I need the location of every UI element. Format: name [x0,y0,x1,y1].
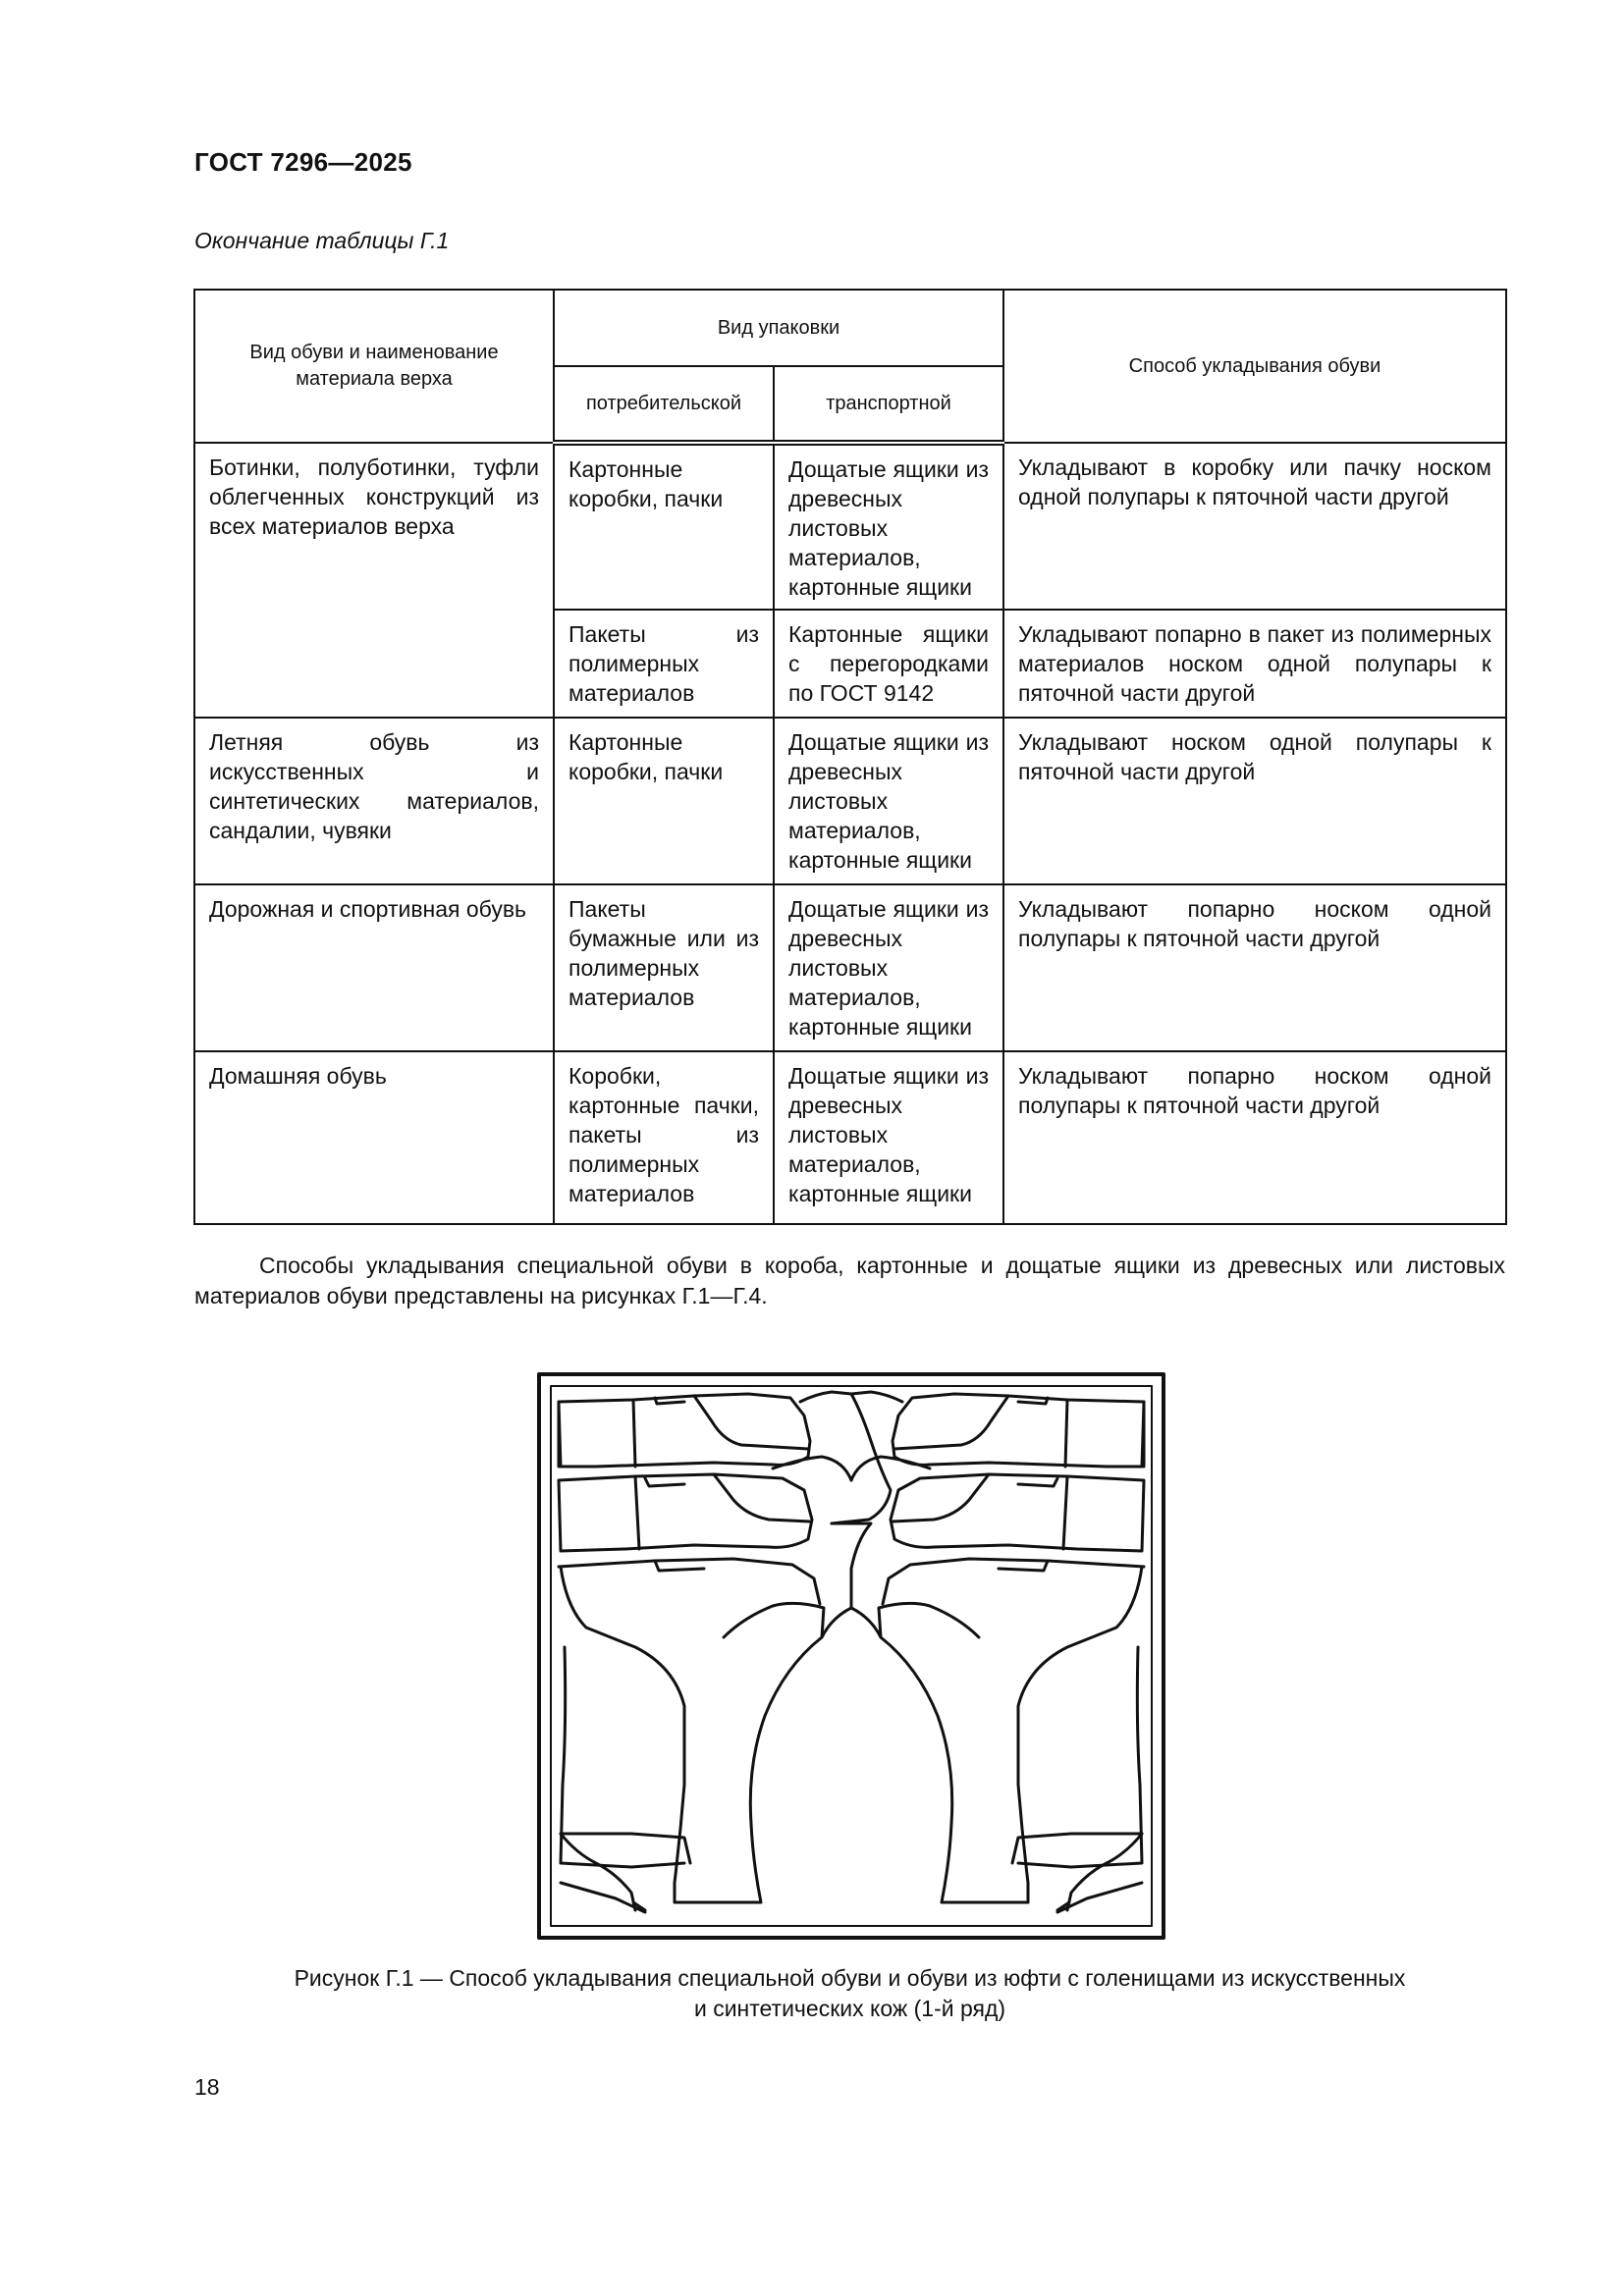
cell-packing-method: Укладывают попарно носком одной полупары к пяточной части другой [1003,1051,1506,1224]
cell-consumer-packaging: Картонные коробки, пачки [554,443,774,610]
cell-transport-packaging: Дощатые ящики из древесных листовых материалов, картонные ящики [774,718,1003,884]
cell-packing-method: Укладывают в коробку или пачку носком одной полупары к пяточной части другой [1003,443,1506,610]
cell-packing-method: Укладывают носком одной полупары к пяточной части другой [1003,718,1506,884]
page-number: 18 [194,2074,220,2100]
document-header: ГОСТ 7296—2025 [194,147,412,177]
table-caption: Окончание таблицы Г.1 [194,228,450,253]
cell-transport-packaging: Дощатые ящики из древесных листовых материалов, картонные ящики [774,1051,1003,1224]
table-row [194,1051,1506,1224]
header-consumer: потребительской [554,366,774,443]
cell-footwear-type: Дорожная и спортивная обувь [194,884,554,1051]
cell-footwear-type: Домашняя обувь [194,1051,554,1224]
header-packing-method: Способ укладывания обуви [1003,290,1506,443]
cell-consumer-packaging: Картонные коробки, пачки [554,718,774,884]
table-row [194,718,1506,884]
table-row [194,884,1506,1051]
cell-transport-packaging: Дощатые ящики из древесных листовых материалов, картонные ящики [774,443,1003,610]
cell-footwear-type: Ботинки, полуботинки, туфли облегченных конструкций из всех материалов верха [194,443,554,718]
header-transport: транспортной [774,366,1003,443]
cell-consumer-packaging: Коробки, картонные пачки, пакеты из полимерных материалов [554,1051,774,1224]
table-row [194,443,1506,610]
cell-transport-packaging: Картонные ящики с перегородками по ГОСТ 9142 [774,610,1003,718]
packaging-table [193,289,1507,1225]
boot-packing-figure [537,1372,1165,1940]
figure-caption [194,1963,1505,2024]
body-paragraph: Способы укладывания специальной обуви в короба, картонные и дощатые ящики из древесных или листовых материалов обуви представлены на рисунках Г.1—Г.4. [194,1253,1505,1308]
figure-caption-line-1: Рисунок Г.1 — Способ укладывания специальной обуви и обуви из юфти с голенищами из искусственных [294,1965,1406,1991]
header-footwear-type: Вид обуви и наименование материала верха [194,290,554,443]
cell-packing-method: Укладывают попарно в пакет из полимерных материалов носком одной полупары к пяточной части другой [1003,610,1506,718]
cell-consumer-packaging: Пакеты из полимерных материалов [554,610,774,718]
header-packaging-type: Вид упаковки [554,290,1003,366]
cell-consumer-packaging: Пакеты бумажные или из полимерных материалов [554,884,774,1051]
figure-caption-line-2: и синтетических кож (1-й ряд) [693,1996,1006,2021]
cell-transport-packaging: Дощатые ящики из древесных листовых материалов, картонные ящики [774,884,1003,1051]
cell-footwear-type: Летняя обувь из искусственных и синтетических материалов, сандалии, чувяки [194,718,554,884]
cell-packing-method: Укладывают попарно носком одной полупары к пяточной части другой [1003,884,1506,1051]
